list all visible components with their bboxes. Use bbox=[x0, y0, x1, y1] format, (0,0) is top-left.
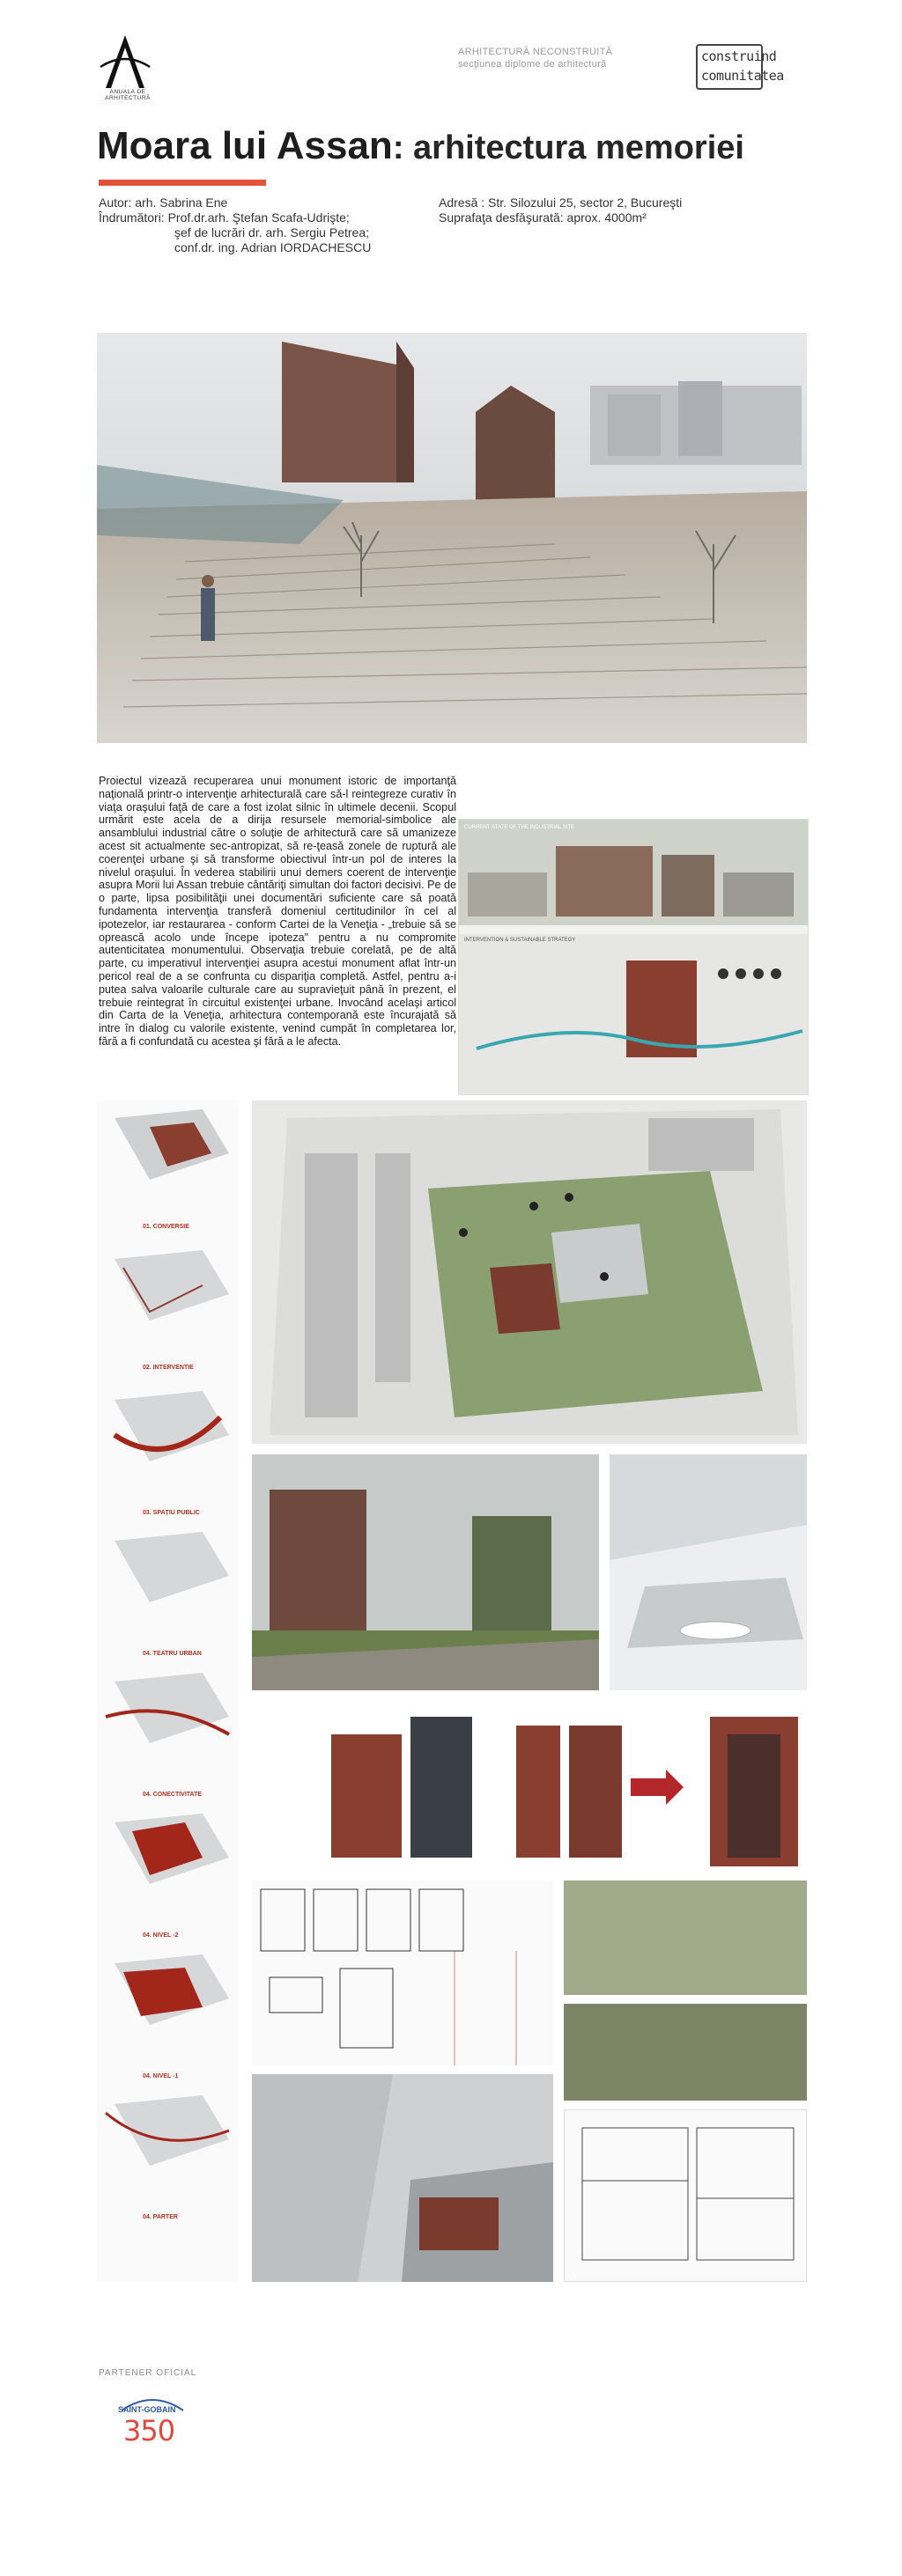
title-main: Moara lui Assan bbox=[97, 124, 393, 167]
section-heading bbox=[458, 46, 612, 70]
elevations-section-image bbox=[252, 1699, 807, 1875]
saint-gobain-350: 350 bbox=[123, 2414, 175, 2447]
diagram-column bbox=[97, 1100, 238, 2282]
diagram-label-8: 04. PARTER bbox=[143, 2214, 178, 2220]
diagram-label-7: 04. NIVEL -1 bbox=[143, 2073, 179, 2079]
saint-gobain-name: SAINT-GOBAIN bbox=[118, 2405, 176, 2414]
courtyard-render-image bbox=[252, 1454, 599, 1690]
title-sub: : arhitectura memoriei bbox=[392, 129, 744, 166]
interior-render-image bbox=[610, 1454, 807, 1690]
mentors-3: conf.dr. ing. Adrian IORDACHESCU bbox=[174, 240, 372, 254]
diagram-label-3: 03. SPAȚIU PUBLIC bbox=[143, 1510, 200, 1516]
diagram-label-1: 01. CONVERSIE bbox=[143, 1224, 189, 1230]
area: Suprafaţa desfăşurată: aprox. 4000m² bbox=[439, 210, 647, 224]
mentors-2: şef de lucrări dr. arh. Sergiu Petrea; bbox=[174, 225, 369, 239]
model-photo-1 bbox=[564, 1880, 807, 1995]
logo-caption: ANUALA DE ARHITECTURĂ bbox=[105, 89, 151, 101]
site-state-panel bbox=[458, 819, 809, 1095]
saint-gobain-logo bbox=[113, 2395, 192, 2447]
mentors-1: Îndrumători: Prof.dr.arh. Ştefan Scafa-Udrişte; bbox=[99, 210, 350, 224]
site-plan-axonometric-image bbox=[252, 1100, 807, 1444]
page-title bbox=[97, 123, 744, 171]
author: Autor: arh. Sabrina Ene bbox=[99, 195, 228, 210]
construind-comunitatea-logo bbox=[696, 44, 784, 90]
section-line-1: ARHITECTURĂ NECONSTRUITĂ bbox=[458, 47, 613, 57]
hero-render-image bbox=[97, 333, 807, 743]
address: Adresă : Str. Silozului 25, sector 2, Bucureşti bbox=[439, 195, 683, 210]
plans-image bbox=[252, 1880, 553, 2065]
author-block bbox=[99, 195, 371, 255]
title-underline bbox=[99, 180, 266, 186]
project-description: Proiectul vizează recuperarea unui monument istoric de importanţă naţională printr-o intervenţie arhitecturală care să-l reintegreze curativ în viaţa oraşului faţă de care a fost izolat silnic în ultimele decenii. Scopul urmărit este acela de a dirija resursele memorial-simbolice ale ansamblului industrial către o soluţie de arhitectură care să umanizeze acest sit actualmente sec-antropizat, să re-ţeasă zonele de ruptură ale coerenţei urbane şi să transforme obiectivul într-un pol de interes la nivelul oraşului. În vederea stabilirii unui demers coerent de intervenţie asupra Morii lui Assan trebuie cântăriţi simultan doi factori decisivi. Pe de o parte, lipsa posibilităţii unei documentări suficiente care să poată fundamenta intervenţia transferă domeniul certitudinilor în cel al ipotezelor, iar restaurarea - conform Cartei de la Veneţia - „trebuie să se oprească acolo unde începe ipoteza" pentru a nu compromite autenticitatea monumentului. Observaţia trebuie corelată, pe de altă parte, cu imperativul intervenţiei asupra acestui monument aflat într-un pericol real de a se confrunta cu dispariţia completă. Astfel, pentru a-i putea salva valoarile culturale care au supravieţuit până în prezent, el trebuie reintegrat în circuitul existenţei urbane. Invocând acelaşi articol din Carta de la Veneţia, arhitectura contemporană este încurajată să intre în dialog cu valorile existente, venind cumpăt în completarea lor, fără a fi confundată cu acestea şi fără a le afecta. bbox=[99, 775, 456, 1048]
location-block bbox=[439, 195, 682, 225]
interior-exhibition-render bbox=[252, 2074, 553, 2282]
floor-plan-image bbox=[564, 2109, 807, 2282]
state-label-current: CURRENT STATE OF THE INDUSTRIAL SITE bbox=[464, 825, 575, 830]
diagram-label-4: 04. TEATRU URBAN bbox=[143, 1651, 202, 1657]
diagram-label-6: 04. NIVEL -2 bbox=[143, 1932, 179, 1939]
model-photo-2 bbox=[564, 2004, 807, 2101]
cc-logo-line1: construind bbox=[701, 48, 777, 64]
anuala-logo-icon bbox=[99, 32, 152, 95]
section-line-2: secţiunea diplome de arhitectură bbox=[458, 59, 607, 70]
state-label-intervention: INTERVENTION & SUSTAINABLE STRATEGY bbox=[464, 938, 576, 943]
partner-heading: PARTENER OFICIAL bbox=[99, 2368, 197, 2378]
cc-logo-line2: comunitatea bbox=[701, 68, 784, 84]
diagram-label-2: 02. INTERVENTIE bbox=[143, 1365, 194, 1371]
diagram-label-5: 04. CONECTIVITATE bbox=[143, 1792, 203, 1798]
